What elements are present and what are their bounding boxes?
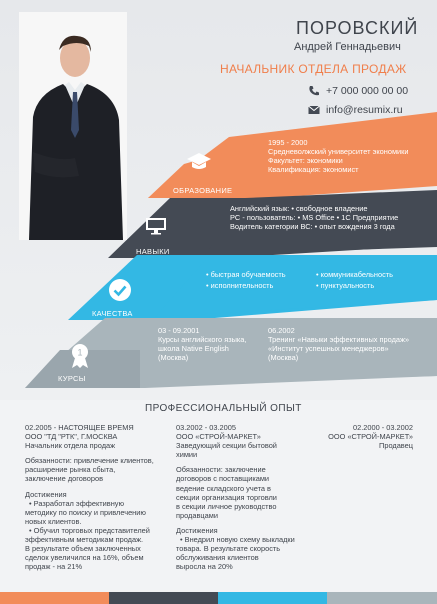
qualities-right (316, 270, 393, 290)
course-line: Тренинг «Навыки эффективных продаж» (268, 335, 410, 344)
email-address: info@resumix.ru (326, 104, 403, 116)
envelope-icon (308, 104, 320, 116)
achievement-line: • Обучил торговых представителей (29, 525, 150, 535)
job-one (25, 423, 165, 571)
job-three (316, 423, 413, 450)
job-duty: секции организация торговли (176, 492, 277, 502)
achievement-line: продаж - на 21% (25, 562, 83, 572)
checkmark-icon (108, 278, 132, 302)
education-label: ОБРАЗОВАНИЕ (173, 186, 233, 195)
phone-number: +7 000 000 00 00 (326, 85, 409, 97)
profile-photo (19, 12, 127, 240)
skills-details (230, 204, 398, 231)
course-two (268, 326, 409, 362)
achievements-title: Достижения (25, 489, 67, 499)
education-details (268, 138, 409, 174)
job-duty: договоров с поставщиками (176, 474, 270, 484)
qualities-left (206, 270, 286, 290)
course-line: (Москва) (268, 353, 299, 362)
job-duty: заключение договоров (25, 474, 104, 484)
svg-text:1: 1 (77, 347, 83, 358)
footer-segment (327, 592, 437, 604)
skills-label: НАВЫКИ (136, 247, 170, 256)
achievement-line: выросла на 20% (176, 562, 233, 572)
job-duty: продавцами (176, 510, 218, 520)
qualities-label: КАЧЕСТВА (92, 309, 133, 318)
achievement-line: методику по поиску и привлечению (25, 507, 146, 517)
job-period: 02.2005 - НАСТОЯЩЕЕ ВРЕМЯ (25, 423, 134, 432)
experience-title: ПРОФЕССИОНАЛЬНЫЙ ОПЫТ (145, 403, 302, 414)
graduation-cap-icon (186, 152, 212, 172)
skills-line: Водитель категории ВС: • опыт вождения 3 года (230, 222, 395, 231)
job-position: НАЧАЛЬНИК ОТДЕЛА ПРОДАЖ (220, 62, 407, 76)
phone-icon (308, 85, 320, 97)
course-line: школа Native English (158, 344, 229, 353)
quality-item: • исполнительность (206, 281, 274, 290)
courses-label: КУРСЫ (58, 374, 86, 383)
job-role: химии (176, 450, 198, 460)
skills-line: PC - пользователь: • MS Office • 1С Предприятие (230, 213, 399, 222)
given-names: Андрей Геннадьевич (294, 41, 401, 53)
achievement-line: новых клиентов. (25, 516, 82, 526)
quality-item: • пунктуальность (316, 281, 375, 290)
job-duty: Обязанности: привлечение клиентов, (25, 456, 154, 466)
achievement-line: • Внедрил новую схему выкладки (180, 535, 295, 545)
education-line: Факультет: экономики (268, 156, 343, 165)
job-company: ООО «СТРОЙ-МАРКЕТ» (328, 432, 413, 442)
achievements-title: Достижения (176, 525, 218, 535)
job-duty: расширение рынка сбыта, (25, 465, 116, 475)
job-duty: ведение складского учета в (176, 483, 271, 493)
course-one (158, 326, 246, 362)
course-line: 06.2002 (268, 326, 295, 335)
achievement-line: эффективным методикам продаж. (25, 535, 144, 545)
job-company: ООО "ТД "РТК", Г.МОСКВА (25, 432, 118, 442)
job-company: ООО «СТРОЙ-МАРКЕТ» (176, 432, 261, 442)
footer-segment (0, 592, 109, 604)
job-role: Заведующий секции бытовой (176, 441, 277, 451)
education-line: Средневолжский университет экономики (268, 147, 409, 156)
monitor-icon (145, 217, 167, 235)
quality-item: • коммуникабельность (316, 270, 394, 279)
education-line: 1995 - 2000 (268, 138, 308, 147)
job-duty: Обязанности: заключение (176, 465, 266, 475)
job-period: 02.2000 - 03.2002 (353, 423, 413, 432)
surname: ПОРОВСКИЙ (296, 18, 419, 38)
job-period: 03.2002 - 03.2005 (176, 423, 236, 432)
course-line: «Институт успешных менеджеров» (268, 344, 389, 353)
achievement-line: сделок увеличился на 16%, объем (25, 553, 144, 563)
achievement-line: • Разработал эффективную (29, 498, 125, 508)
footer-segment (109, 592, 218, 604)
job-role: Начальник отдела продаж (25, 441, 116, 451)
course-line: 03 - 09.2001 (158, 326, 200, 335)
job-duty: в секции личное руководство (176, 501, 277, 511)
award-ribbon-icon (70, 343, 90, 369)
achievement-line: обслуживания клиентов (176, 553, 259, 563)
quality-item: • быстрая обучаемость (206, 270, 286, 279)
course-line: (Москва) (158, 353, 189, 362)
achievement-line: товара. В результате скорость (176, 544, 281, 554)
footer-color-bar (0, 592, 437, 604)
achievement-line: В результате объем заключенных (25, 544, 141, 554)
course-line: Курсы английского языка, (158, 335, 247, 344)
job-two (176, 423, 316, 571)
education-line: Квалификация: экономист (268, 165, 359, 174)
job-role: Продавец (379, 441, 413, 451)
skills-line: Английский язык: • свободное владение (230, 204, 368, 213)
footer-segment (218, 592, 327, 604)
